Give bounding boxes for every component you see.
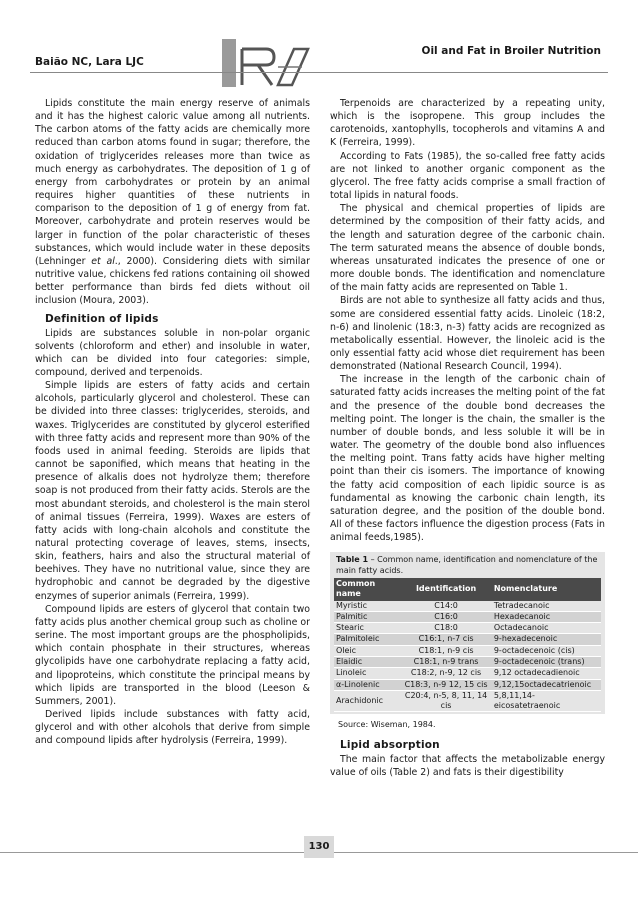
- paragraph: The physical and chemical properties of lipids are determined by the composition of their fatty acids, and the length and saturation degree of the carbonic chain. The term saturated means the absence of double bonds, whereas unsaturated indicates the presence of one or more double bonds. The identification and nomenclature of the main fatty acids are represented on Table 1.: [330, 203, 605, 294]
- table-cell: C16:1, n-7 cis: [400, 634, 492, 645]
- paragraph: Terpenoids are characterized by a repeating unity, which is the isopropene. This group includes the carotenoids, xantophylls, tocopherols and vitamins A and K (Ferreira, 1999).: [330, 98, 605, 149]
- paragraph: The main factor that affects the metabolizable energy value of oils (Table 2) and fats is their digestibility: [330, 753, 605, 778]
- table-header-row: [334, 578, 601, 601]
- table-header-cell: Nomenclature: [492, 578, 601, 601]
- page-number: 130: [304, 836, 334, 858]
- section-heading-definition: Definition of lipids: [45, 312, 159, 325]
- header-authors: Baião NC, Lara LJC: [35, 56, 144, 68]
- table-1: [330, 552, 605, 714]
- table-cell: Stearic: [334, 623, 400, 634]
- right-column: [330, 97, 605, 779]
- table-row: [334, 611, 601, 622]
- journal-logo: [222, 37, 314, 87]
- section-heading-absorption: Lipid absorption: [340, 738, 440, 751]
- left-column: [35, 97, 310, 748]
- table-cell: C18:3, n-9 12, 15 cis: [400, 679, 492, 690]
- table-header-cell: Common name: [334, 578, 400, 601]
- table-cell: C18:0: [400, 623, 492, 634]
- table-cell: 9-hexadecenoic: [492, 634, 601, 645]
- paragraph: According to Fats (1985), the so-called free fatty acids are not linked to another organic component as the glycerol. The free fatty acids comprise a small fraction of total lipids in natural foods.: [330, 150, 605, 202]
- table-row: [334, 656, 601, 667]
- table-cell: Octadecanoic: [492, 623, 601, 634]
- table-cell: Palmitic: [334, 611, 400, 622]
- header-title: Oil and Fat in Broiler Nutrition: [421, 45, 601, 57]
- table-cell: Oleic: [334, 645, 400, 656]
- table-cell: C18:1, n-9 cis: [400, 645, 492, 656]
- table-cell: C18:1, n-9 trans: [400, 656, 492, 667]
- table-cell: Tetradecanoic: [492, 601, 601, 612]
- table-cell: Linoleic: [334, 668, 400, 679]
- table-row: [334, 634, 601, 645]
- table-cell: Hexadecanoic: [492, 611, 601, 622]
- table-cell: 9,12 octadecadienoic: [492, 668, 601, 679]
- table-row: [334, 690, 601, 712]
- table-row: [334, 668, 601, 679]
- table-caption: Table 1 – Common name, identification and nomenclature of the main fatty acids.: [336, 555, 598, 575]
- paragraph: Lipids constitute the main energy reserve of animals and it has the highest caloric value among all nutrients. The carbon atoms of the fatty acids are chemically more reduced than carbon atoms found in sugar; therefore, the oxidation of triglycerides releases more than twice as much energy as carbohydrates. The deposition of 1 g of energy from carbohydrates or protein by an animal requires higher quantities of these nutrients in comparison to the deposition of 1 g of energy from fat. Moreover, carbohydrate and protein reserves would be larger in function of the polar characteristic of theses substances, which would include water in these deposits (Lehninger et al., 2000). Considering diets with similar nutritive value, chickens fed rations containing oil showed better performance than birds fed diets without oil inclusion (Moura, 2003).: [35, 98, 311, 307]
- table-cell: 9,12,15octadecatrienoic: [492, 679, 601, 690]
- table-cell: C16:0: [400, 611, 492, 622]
- fatty-acids-table: [334, 578, 601, 713]
- table-cell: C20:4, n-5, 8, 11, 14 cis: [400, 690, 492, 712]
- table-row: [334, 623, 601, 634]
- table-cell: α-Linolenic: [334, 679, 400, 690]
- table-cell: Myristic: [334, 601, 400, 612]
- table-header-cell: Identification: [400, 578, 492, 601]
- table-row: [334, 601, 601, 612]
- table-row: [334, 679, 601, 690]
- table-row: [334, 645, 601, 656]
- table-cell: 9-octadecenoic (trans): [492, 656, 601, 667]
- paragraph: Birds are not able to synthesize all fatty acids and thus, some are considered essential fatty acids. Linoleic (18:2, n-6) and linolenic (18:3, n-3) fatty acids are recognized as metabolically essential. However, the linoleic acid is the only essential fatty acid whose diet requirement has been demonstrated (National Research Council, 1994).: [330, 295, 605, 373]
- paragraph: The increase in the length of the carbonic chain of saturated fatty acids increases the melting point of the fat and the presence of the double bond decreases the melting point. The longer is the chain, the smaller is the number of double bonds, and less soluble it will be in water. The geometry of the double bond also influences the melting point. Trans fatty acids have higher melting point than their cis isomers. The importance of knowing the fatty acid composition of each lipidic source is as fundamental as knowing the carbonic chain length, its saturation degree, and the position of the double bond. All of these factors influence the digestion process (Fats in animal feeds,1985).: [330, 374, 605, 544]
- table-source: Source: Wiseman, 1984.: [338, 720, 436, 730]
- paragraph: Derived lipids include substances with fatty acid, glycerol and with other alcohols that derive from simple and compound lipids after hydrolysis (Ferreira, 1999).: [35, 709, 310, 747]
- table-cell: Palmitoleic: [334, 634, 400, 645]
- table-cell: Arachidonic: [334, 690, 400, 712]
- table-cell: 5,8,11,14-eicosatetraenoic: [492, 690, 601, 712]
- table-cell: Elaidic: [334, 656, 400, 667]
- table-cell: C14:0: [400, 601, 492, 612]
- paragraph: Simple lipids are esters of fatty acids and certain alcohols, particularly glycerol and cholesterol. These can be divided into three classes: triglycerides, steroids, and waxes. Triglycerides are constituted by glycerol esterified with three fatty acids and represent more than 90% of the foods used in animal feeding. Steroids are lipids that cannot be saponified, which means that heating in the presence of alkalis does not hydrolyze them; therefore soap is not produced from their fatty acids. Sterols are the most abundant steroids, and cholesterol is the main sterol of animal tissues (Ferreira, 1999). Waxes are esters of fatty acids with long-chain alcohols and constitute the natural protecting coverage of leaves, stems, insects, skin, feathers, hairs and also the structural material of beehives. They have no nutritional value, since they are hydrophobic and cannot be degraded by the digestive enzymes of superior animals (Ferreira, 1999).: [35, 380, 310, 602]
- table-cell: 9-octadecenoic (cis): [492, 645, 601, 656]
- paragraph: Lipids are substances soluble in non-polar organic solvents (chloroform and ether) and insoluble in water, which can be divided into four categories: simple, compound, derived and terpenoids.: [35, 327, 310, 378]
- header-rule: [30, 72, 608, 73]
- paragraph: Compound lipids are esters of glycerol that contain two fatty acids plus another chemical group such as choline or serine. The most important groups are the phospholipids, which contain phosphate in their structures, whereas glycolipids have one carbohydrate replacing a fatty acid, and lipoproteins, which constitute the principal means by which lipids are transported in the blood (Leeson & Summers, 2001).: [35, 603, 310, 707]
- table-cell: C18:2, n-9, 12 cis: [400, 668, 492, 679]
